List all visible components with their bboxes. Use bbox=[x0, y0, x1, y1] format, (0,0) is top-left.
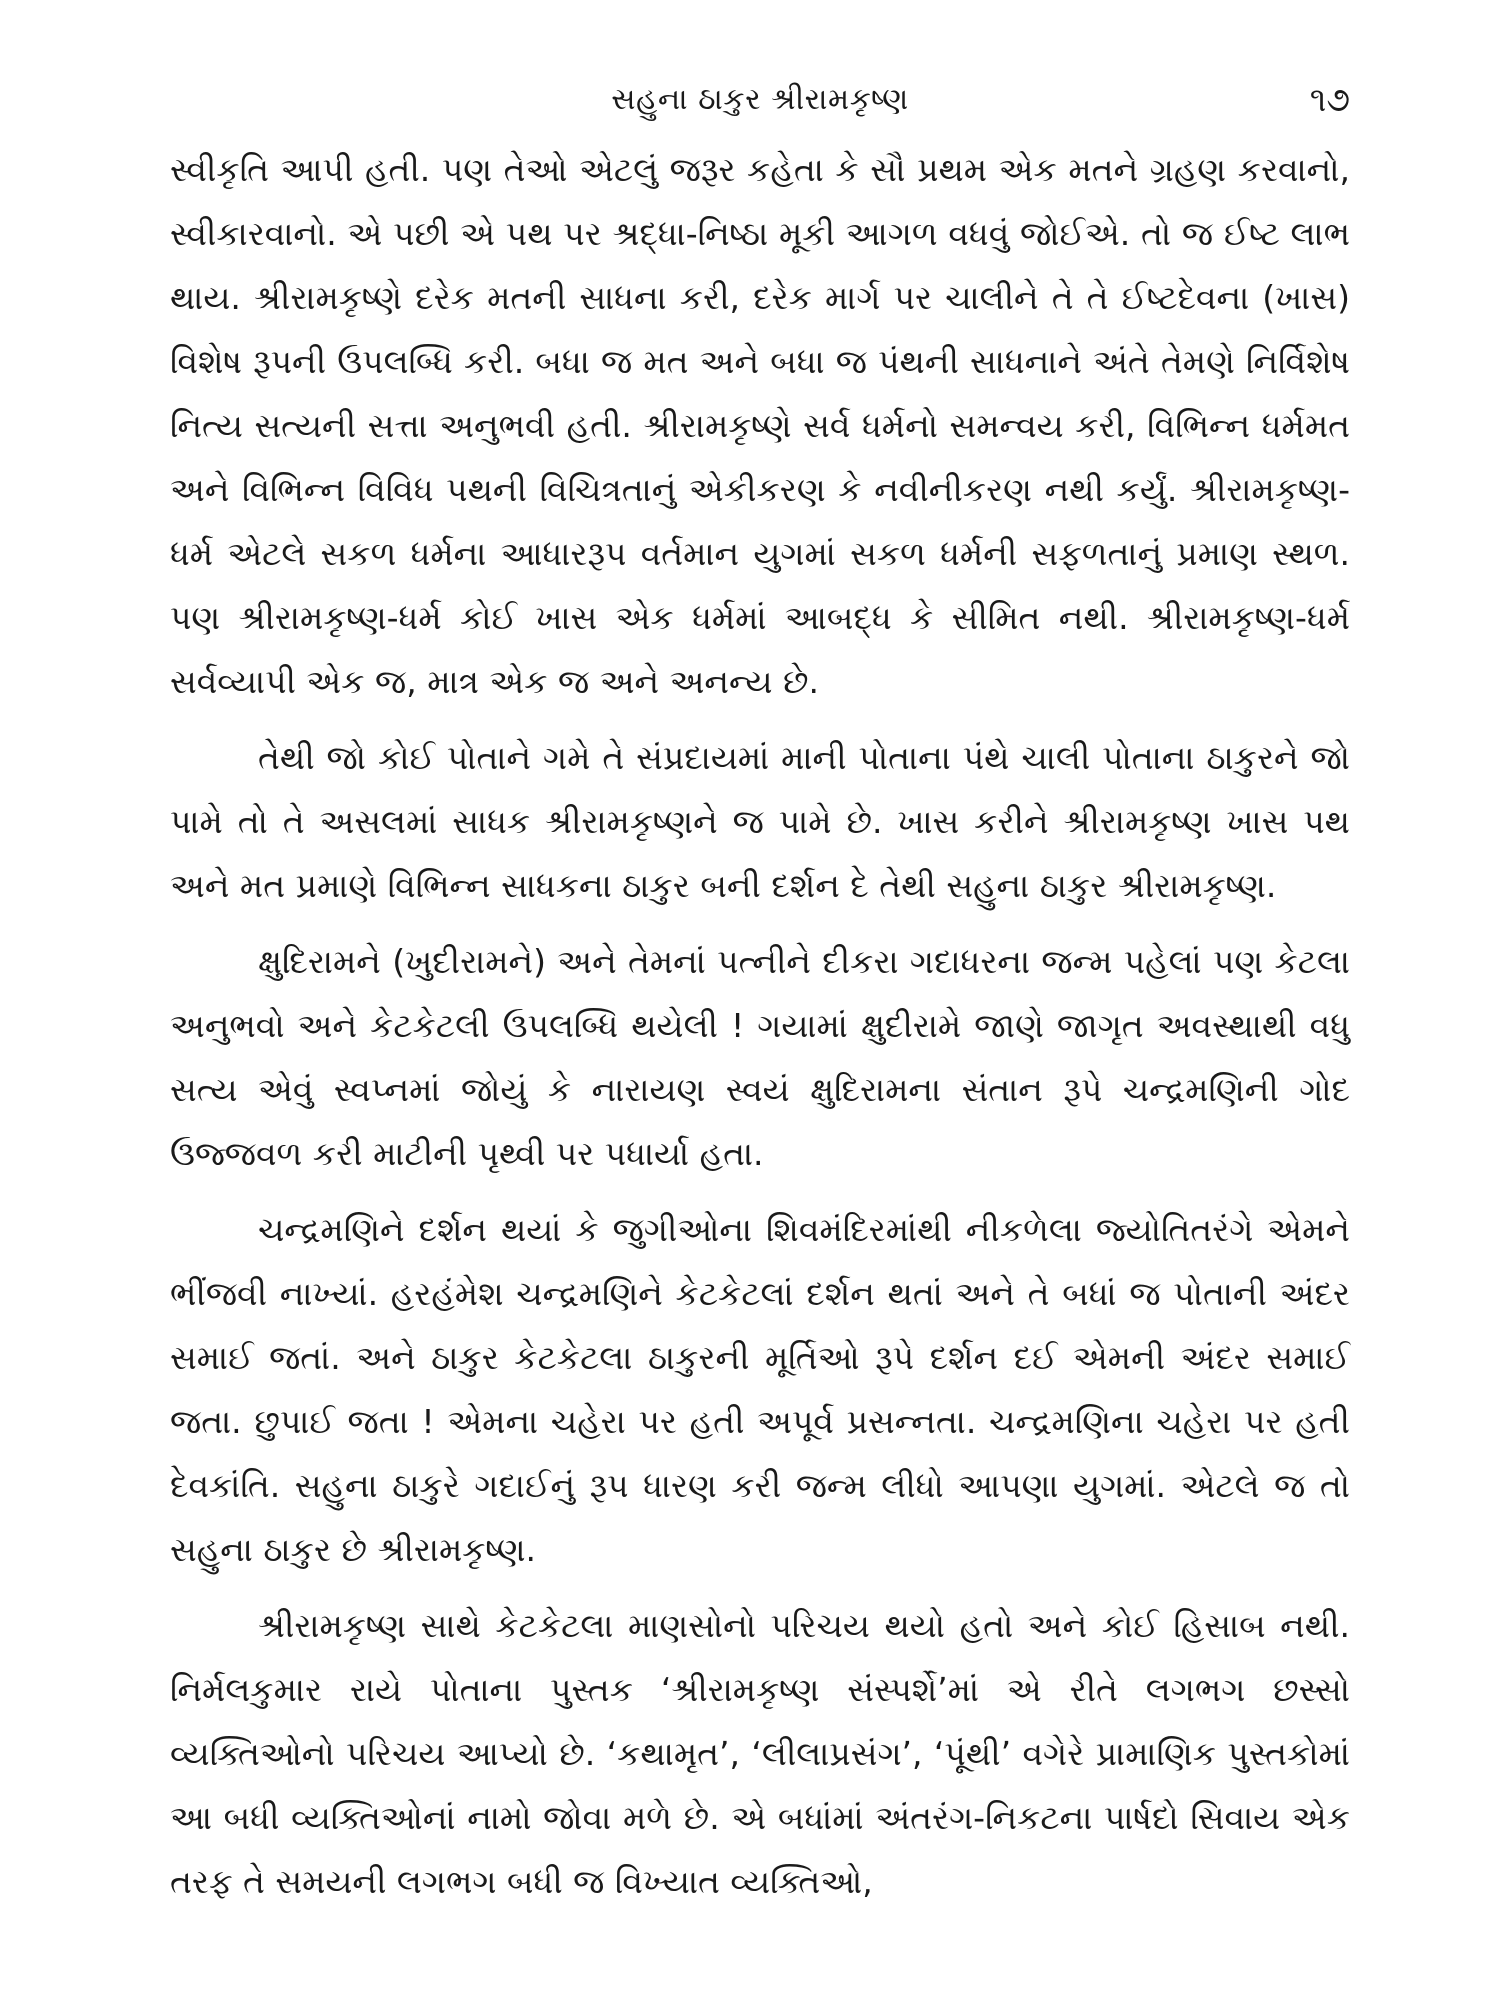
paragraph-3: ક્ષુદિરામને (ખુદીરામને) અને તેમનાં પત્નીને દીકરા ગદાધરના જન્મ પહેલાં પણ કેટલા અનુભવો અને કેટકેટલી ઉપલબ્ધિ થયેલી ! ગયામાં ક્ષુદીરામે જાણે જાગૃત અવસ્થાથી વધુ સત્ય એવું સ્વપ્નમાં જોયું કે નારાયણ સ્વયં ક્ષુદિરામના સંતાન રૂપે ચન્દ્રમણિની ગોદ ઉજ્જવળ કરી માટીની પૃથ્વી પર પધાર્યા હતા. bbox=[170, 942, 1350, 1173]
running-header bbox=[170, 78, 1350, 128]
paragraph-4: ચન્દ્રમણિને દર્શન થયાં કે જુગીઓના શિવમંદિરમાંથી નીકળેલા જ્યોતિતરંગે એમને ભીંજવી નાખ્યાં. હરહંમેશ ચન્દ્રમણિને કેટકેટલાં દર્શન થતાં અને તે બધાં જ પોતાની અંદર સમાઈ જતાં. અને ઠાકુર કેટકેટલા ઠાકુરની મૂર્તિઓ રૂપે દર્શન દઈ એમની અંદર સમાઈ જતા. છુપાઈ જતા ! એમના ચહેરા પર હતી અપૂર્વ પ્રસન્નતા. ચન્દ્રમણિના ચહેરા પર હતી દેવકાંતિ. સહુના ઠાકુરે ગદાઈનું રૂપ ધારણ કરી જન્મ લીધો આપણા યુગમાં. એટલે જ તો સહુના ઠાકુર છે શ્રીરામકૃષ્ણ. bbox=[170, 1210, 1350, 1569]
body-text bbox=[170, 138, 1350, 1914]
paragraph-2: તેથી જો કોઈ પોતાને ગમે તે સંપ્રદાયમાં માની પોતાના પંથે ચાલી પોતાના ઠાકુરને જો પામે તો તે અસલમાં સાધક શ્રીરામકૃષ્ણને જ પામે છે. ખાસ કરીને શ્રીરામકૃષ્ણ ખાસ પથ અને મત પ્રમાણે વિભિન્ન સાધકના ઠાકુર બની દર્શન દે તેથી સહુના ઠાકુર શ્રીરામકૃષ્ણ. bbox=[170, 738, 1350, 905]
running-title: સહુના ઠાકુર શ્રીરામકૃષ્ણ bbox=[611, 82, 909, 117]
page-number: ૧૭ bbox=[1309, 80, 1350, 120]
paragraph-1: સ્વીકૃતિ આપી હતી. પણ તેઓ એટલું જરૂર કહેતા કે સૌ પ્રથમ એક મતને ગ્રહણ કરવાનો, સ્વીકારવાનો. એ પછી એ પથ પર શ્રદ્ધા-નિષ્ઠા મૂકી આગળ વધવું જોઈએ. તો જ ઈષ્ટ લાભ થાય. શ્રીરામકૃષ્ણે દરેક મતની સાધના કરી, દરેક માર્ગ પર ચાલીને તે તે ઈષ્ટદેવના (ખાસ) વિશેષ રૂપની ઉપલબ્ધિ કરી. બધા જ મત અને બધા જ પંથની સાધનાને અંતે તેમણે નિર્વિશેષ નિત્ય સત્યની સત્તા અનુભવી હતી. શ્રીરામકૃષ્ણે સર્વ ધર્મનો સમન્વય કરી, વિભિન્ન ધર્મમત અને વિભિન્ન વિવિધ પથની વિચિત્રતાનું એકીકરણ કે નવીનીકરણ નથી કર્યું. શ્રીરામકૃષ્ણ-ધર્મ એટલે સકળ ધર્મના આધારરૂપ વર્તમાન યુગમાં સકળ ધર્મની સફળતાનું પ્રમાણ સ્થળ. પણ શ્રીરામકૃષ્ણ-ધર્મ કોઈ ખાસ એક ધર્મમાં આબદ્ધ કે સીમિત નથી. શ્રીરામકૃષ્ણ-ધર્મ સર્વવ્યાપી એક જ, માત્ર એક જ અને અનન્ય છે. bbox=[170, 150, 1350, 701]
paragraph-5: શ્રીરામકૃષ્ણ સાથે કેટકેટલા માણસોનો પરિચય થયો હતો અને કોઈ હિસાબ નથી. નિર્મલકુમાર રાયે પોતાના પુસ્તક ‘શ્રીરામકૃષ્ણ સંસ્પર્શે’માં એ રીતે લગભગ છસ્સો વ્યક્તિઓનો પરિચય આપ્યો છે. ‘કથામૃત’, ‘લીલાપ્રસંગ’, ‘પૂંથી’ વગેરે પ્રામાણિક પુસ્તકોમાં આ બધી વ્યક્તિઓનાં નામો જોવા મળે છે. એ બધાંમાં અંતરંગ-નિકટના પાર્ષદો સિવાય એક તરફ તે સમયની લગભગ બધી જ વિખ્યાત વ્યક્તિઓ, bbox=[170, 1606, 1350, 1901]
